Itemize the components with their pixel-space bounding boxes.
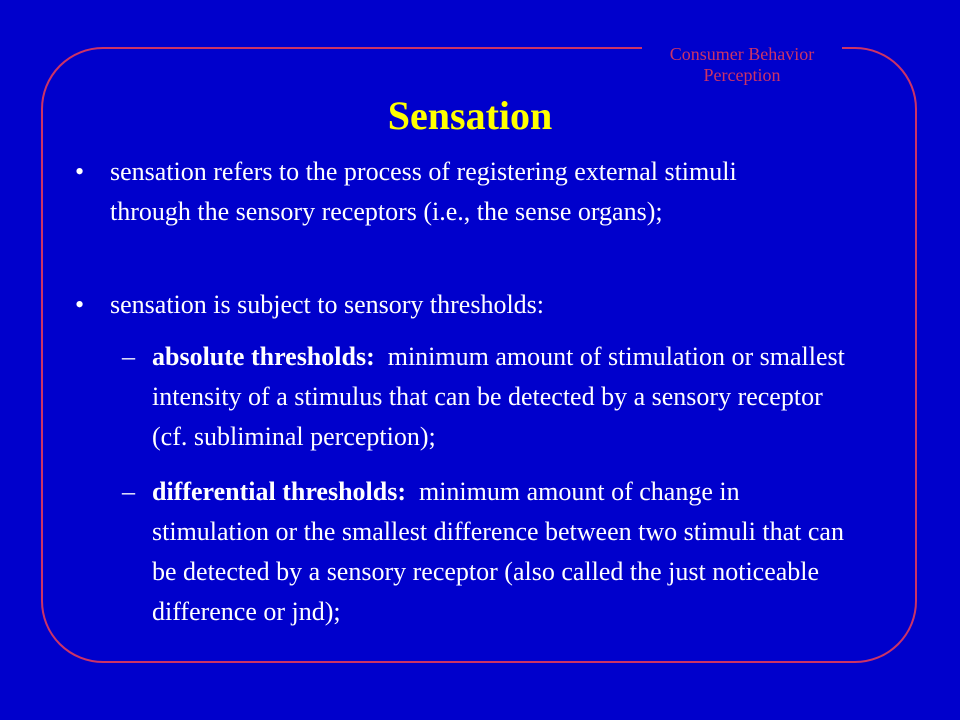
term-differential-thresholds: differential thresholds:	[152, 477, 406, 506]
slide-title: Sensation	[387, 93, 553, 138]
course-name: Consumer Behavior	[669, 44, 815, 64]
dash-marker: –	[122, 477, 135, 506]
topic-name: Perception	[703, 65, 781, 85]
bullet-item	[75, 152, 810, 232]
dash-marker: –	[122, 342, 135, 371]
bullet-text: sensation is subject to sensory thresholds:	[110, 290, 545, 319]
subbullet-item	[122, 337, 862, 457]
bullet-marker: •	[75, 290, 85, 319]
subbullet-text: minimum amount of stimulation or smallest intensity of a stimulus that can be detected by a sensory receptor (cf. subliminal perception);	[152, 342, 845, 451]
bullet-item	[75, 285, 810, 325]
bullet-text: sensation refers to the process of registering external stimuli through the sensory receptors (i.e., the sense organs);	[110, 157, 737, 226]
subbullet-item	[122, 472, 862, 632]
subbullet-text: minimum amount of change in stimulation or the smallest difference between two stimuli that can be detected by a sensory receptor (also called the just noticeable difference or jnd);	[152, 477, 844, 626]
term-absolute-thresholds: absolute thresholds:	[152, 342, 375, 371]
bullet-marker: •	[75, 157, 85, 186]
